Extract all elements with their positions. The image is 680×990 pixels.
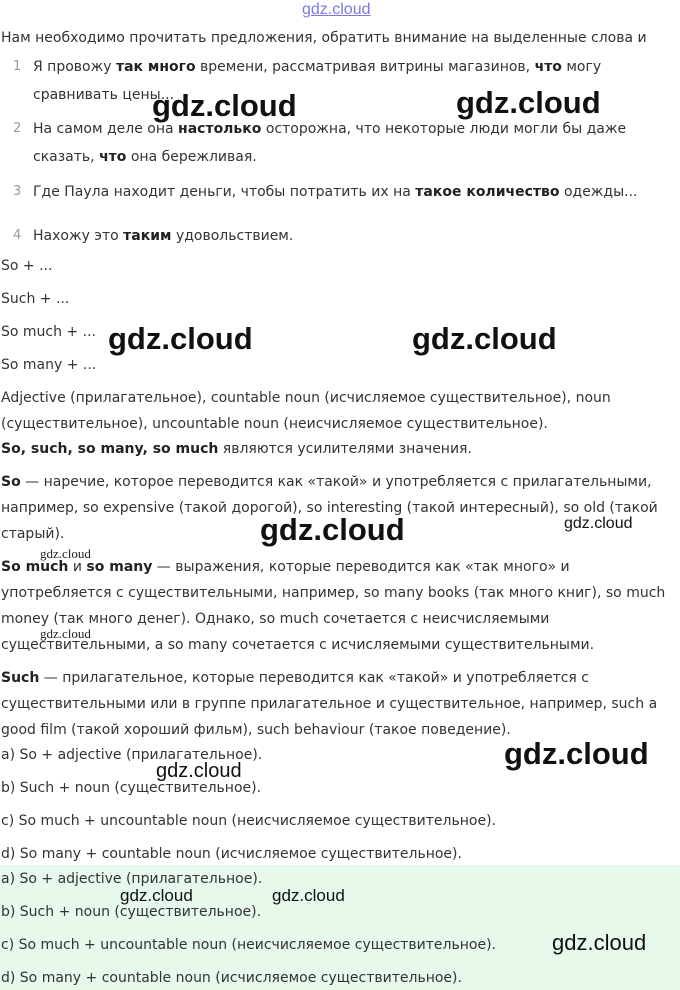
- watermark: gdz.cloud: [120, 886, 193, 905]
- watermark: gdz.cloud: [108, 321, 253, 356]
- item-number: 2: [13, 121, 22, 136]
- such-paragraph-line-2: существительными или в группе прилагательное и существительное, например, such a: [1, 696, 658, 712]
- answer-c: c) So much + uncountable noun (неисчисляемое существительное).: [1, 937, 496, 953]
- rule-a: a) So + adjective (прилагательное).: [1, 747, 263, 763]
- rule-d: d) So many + countable noun (исчисляемое существительное).: [1, 846, 462, 862]
- watermark: gdz.cloud: [156, 760, 242, 782]
- intro-text: Нам необходимо прочитать предложения, обратить внимание на выделенные слова и: [1, 30, 647, 46]
- watermark: gdz.cloud: [504, 736, 649, 771]
- definition-line-2: (существительное), uncountable noun (неисчисляемое существительное).: [1, 416, 548, 432]
- blank-so-many: So many + ...: [1, 357, 97, 373]
- item-number: 4: [13, 228, 22, 243]
- rule-c: c) So much + uncountable noun (неисчисляемое существительное).: [1, 813, 496, 829]
- item-3-line-1: Где Паула находит деньги, чтобы потратить их на такое количество одежды...: [33, 184, 638, 200]
- so-much-paragraph-line-1: So much и so many — выражения, которые переводится как «так много» и: [1, 559, 570, 575]
- rule-b: b) Such + noun (существительное).: [1, 780, 262, 796]
- so-much-paragraph-line-4: существительными, а so many сочетается с исчисляемыми существительными.: [1, 637, 595, 653]
- watermark: gdz.cloud: [40, 546, 91, 561]
- answer-d: d) So many + countable noun (исчисляемое существительное).: [1, 970, 462, 986]
- blank-such: Such + ...: [1, 291, 70, 307]
- definition-line-1: Adjective (прилагательное), countable noun (исчисляемое существительное), noun: [1, 390, 611, 406]
- item-1-line-2: сравнивать цены...: [33, 87, 175, 103]
- such-paragraph-line-3: good film (такой хороший фильм), such behaviour (такое поведение).: [1, 722, 511, 738]
- so-paragraph-line-3: старый).: [1, 526, 65, 542]
- watermark: gdz.cloud: [260, 512, 405, 547]
- watermark: gdz.cloud: [552, 930, 647, 955]
- item-1-line-1: Я провожу так много времени, рассматривая витрины магазинов, что могу: [33, 59, 602, 75]
- so-much-paragraph-line-2: употребляется с существительными, например, so many books (так много книг), so much: [1, 585, 666, 601]
- item-number: 3: [13, 184, 22, 199]
- so-paragraph-line-2: например, so expensive (такой дорогой), so interesting (такой интересный), so old (такой: [1, 500, 658, 516]
- header-watermark[interactable]: gdz.cloud: [302, 1, 371, 18]
- item-number: 1: [13, 59, 22, 74]
- such-paragraph-line-1: Such — прилагательное, которые переводится как «такой» и употребляется с: [1, 670, 589, 686]
- watermark: gdz.cloud: [412, 321, 557, 356]
- item-2-line-2: сказать, что она бережливая.: [33, 149, 257, 165]
- item-2-line-1: На самом деле она настолько осторожна, что некоторые люди могли бы даже: [33, 121, 627, 137]
- watermark: gdz.cloud: [152, 88, 297, 123]
- item-4-line-1: Нахожу это таким удовольствием.: [33, 228, 294, 244]
- so-much-paragraph-line-3: money (так много денег). Однако, so much сочетается с неисчисляемыми: [1, 611, 550, 627]
- watermark: gdz.cloud: [564, 515, 633, 532]
- blank-so-much: So much + ...: [1, 324, 96, 340]
- watermark: gdz.cloud: [272, 886, 345, 905]
- watermark: gdz.cloud: [456, 85, 601, 120]
- intensifiers-text: So, such, so many, so much являются усилителями значения.: [1, 441, 472, 457]
- answer-a: a) So + adjective (прилагательное).: [1, 871, 263, 887]
- answer-b: b) Such + noun (существительное).: [1, 904, 262, 920]
- so-paragraph-line-1: So — наречие, которое переводится как «такой» и употребляется с прилагательными,: [1, 474, 652, 490]
- blank-so: So + ...: [1, 258, 53, 274]
- watermark: gdz.cloud: [40, 626, 91, 641]
